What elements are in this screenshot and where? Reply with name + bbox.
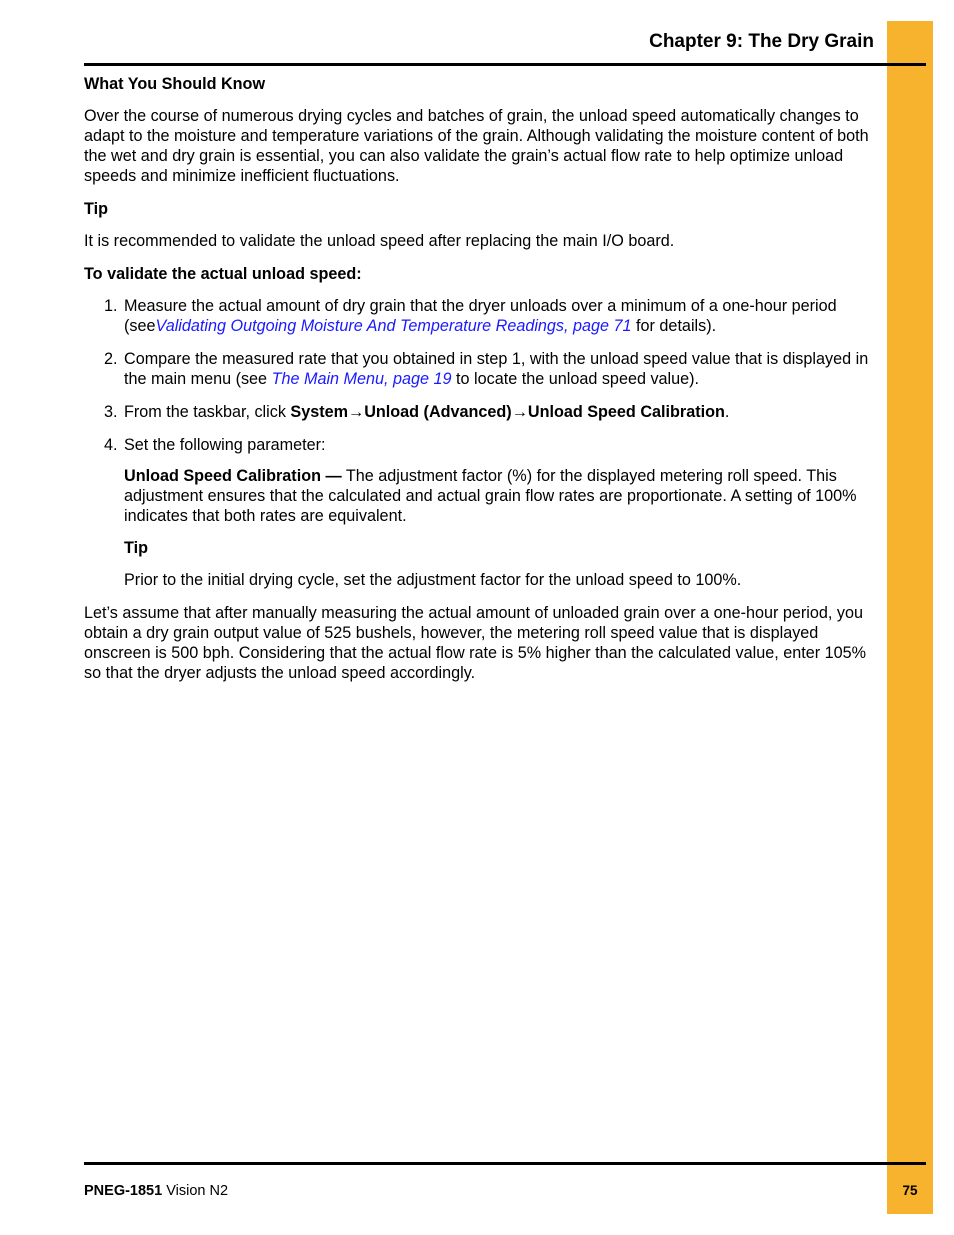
parameter-name: Unload Speed Calibration — xyxy=(124,467,342,485)
step-number: 1. xyxy=(104,297,118,315)
step-text-end: to locate the unload speed value). xyxy=(451,370,700,388)
menu-path-arrow: → xyxy=(511,403,528,421)
menu-path-unload-advanced: Unload (Advanced) xyxy=(364,403,512,421)
menu-path-system: System xyxy=(290,403,349,421)
step-4 xyxy=(84,435,876,590)
step-2 xyxy=(84,349,876,389)
procedure-steps xyxy=(84,296,876,590)
cross-reference-link[interactable]: Validating Outgoing Moisture And Temperature Readings, page 71 xyxy=(155,317,632,335)
tip-text: It is recommended to validate the unload speed after replacing the main I/O board. xyxy=(84,232,675,250)
step-text: From the taskbar, click xyxy=(124,403,291,421)
step-text-end: . xyxy=(724,403,730,421)
chapter-side-tab xyxy=(887,21,933,1214)
page-number: 75 xyxy=(902,1183,918,1198)
step-text: Measure the actual amount of dry grain that the dryer unloads over a minimum of a one-hour period (see xyxy=(124,297,837,335)
example-paragraph: Let’s assume that after manually measuring the actual amount of unloaded grain over a one-hour period, you obtain a dry grain output value of 525 bushels, however, the metering roll speed value that is displayed onscreen is 500 bph. Considering that the actual flow rate is 5% higher than the calculated value, enter 105% so that the dryer adjusts the unload speed accordingly. xyxy=(84,604,866,682)
step-text: Compare the measured rate that you obtained in step 1, with the unload speed value that is displayed in the main menu (see xyxy=(124,350,869,388)
header-rule xyxy=(84,63,926,66)
intro-paragraph: Over the course of numerous drying cycles and batches of grain, the unload speed automatically changes to adapt to the moisture and temperature variations of the grain. Although validating the moisture content of both the wet and dry grain is essential, you can also validate the grain’s actual flow rate to help optimize unload speeds and minimize inefficient fluctuations. xyxy=(84,107,869,185)
menu-path-unload-speed-calibration: Unload Speed Calibration xyxy=(527,403,725,421)
step-tip-heading: Tip xyxy=(124,539,148,557)
step-number: 4. xyxy=(104,436,118,454)
step-text-end: for details). xyxy=(631,317,717,335)
section-heading: What You Should Know xyxy=(84,75,266,93)
doc-number: PNEG-1851 xyxy=(84,1183,163,1199)
footer-doc-id xyxy=(84,1183,228,1199)
menu-path-arrow: → xyxy=(348,403,365,421)
step-3 xyxy=(84,402,876,422)
footer-rule xyxy=(84,1162,926,1165)
procedure-heading: To validate the actual unload speed: xyxy=(84,265,362,283)
step-1 xyxy=(84,296,876,336)
parameter-description xyxy=(124,466,876,526)
page-content xyxy=(84,74,876,683)
step-tip-text: Prior to the initial drying cycle, set the adjustment factor for the unload speed to 100%. xyxy=(124,571,742,589)
tip-heading: Tip xyxy=(84,200,108,218)
cross-reference-link[interactable]: The Main Menu, page 19 xyxy=(271,370,452,388)
step-number: 3. xyxy=(104,403,118,421)
step-text: Set the following parameter: xyxy=(124,436,326,454)
doc-title: Vision N2 xyxy=(162,1183,229,1199)
step-number: 2. xyxy=(104,350,118,368)
parameter-text: The adjustment factor (%) for the displayed metering roll speed. This adjustment ensures that the calculated and actual grain flow rates are proportionate. A setting of 100% indicates that both rates are equivalent. xyxy=(124,467,857,525)
chapter-title: Chapter 9: The Dry Grain xyxy=(649,31,874,52)
